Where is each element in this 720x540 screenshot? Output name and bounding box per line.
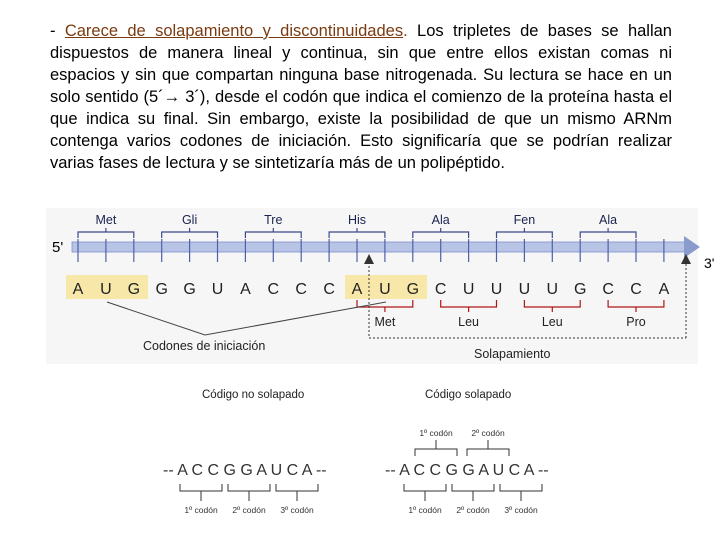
- base-letter: U: [490, 281, 503, 298]
- base-letter: G: [406, 281, 420, 298]
- base-letter: U: [100, 281, 112, 298]
- overlapped-codon-2: 2º codón: [456, 505, 490, 515]
- base-letter: U: [211, 281, 224, 298]
- paragraph-body: Los tripletes de bases se hallan dispuestos de manera lineal y continua, sin que entre ellos existan comas ni espacios y sin que compartan ninguna base nitrogenada. Su lectura se hace en un solo sentido (5´→ 3´), desde el codón que indica el comienzo de la proteína hasta el que indica su final. Sin embargo, existe la posibilidad de que un mismo ARNm contenga varios codones de iniciación. Esto significaría que se podrían realizar varias fases de lectura y se sintetizaría más de un polipéptido.: [50, 22, 672, 172]
- overlap-label: Solapamiento: [474, 347, 551, 361]
- base-letter: A: [72, 281, 84, 298]
- upper-amino-acid-label: Ala: [599, 213, 618, 227]
- lower-amino-acid-label: Leu: [458, 315, 480, 329]
- non-overlapped-brackets: [180, 484, 318, 491]
- base-letter: U: [518, 281, 531, 298]
- base-letter: A: [658, 281, 670, 298]
- base-letter: C: [434, 281, 447, 298]
- five-prime-label: 5': [52, 239, 64, 256]
- lower-amino-acid-label: Leu: [541, 315, 563, 329]
- non-overlapped-codon-3: 3º codón: [280, 505, 314, 515]
- three-prime-label: 3': [704, 255, 715, 271]
- non-overlapped-codon-2: 2º codón: [232, 505, 266, 515]
- upper-amino-acid-label: Met: [95, 213, 117, 227]
- overlapped-codon-3: 3º codón: [504, 505, 538, 515]
- upper-amino-acid-label: Ala: [431, 213, 450, 227]
- overlapped-code: [385, 389, 549, 515]
- non-overlapped-title: Código no solapado: [202, 389, 305, 401]
- overlapped-brackets: [404, 484, 542, 491]
- overlapped-top-codon-1: 1º codón: [419, 428, 453, 438]
- lead-dash: -: [50, 22, 65, 40]
- lower-amino-acid-label: Pro: [626, 315, 646, 329]
- overlapped-codon-1: 1º codón: [408, 505, 442, 515]
- upper-amino-acid-label: His: [347, 213, 367, 227]
- upper-amino-acid-label: Gli: [181, 213, 198, 227]
- base-letter: G: [155, 281, 168, 298]
- base-letter: U: [546, 281, 559, 298]
- base-letter: G: [183, 281, 196, 298]
- overlapped-sequence: -- A C C G G A U C A --: [385, 462, 549, 479]
- base-letter: A: [240, 281, 251, 298]
- base-letter: G: [127, 281, 141, 298]
- base-letter: C: [323, 281, 335, 298]
- mrna-backbone: [72, 242, 686, 252]
- base-letter: A: [351, 281, 363, 298]
- lower-amino-acid-label: Met: [374, 315, 396, 329]
- initiation-label: Codones de iniciación: [143, 339, 266, 353]
- base-letter: C: [602, 281, 614, 298]
- non-overlapped-code: [163, 389, 327, 515]
- base-letter: C: [630, 281, 642, 298]
- base-letter: U: [462, 281, 475, 298]
- upper-amino-acid-label: Fen: [513, 213, 536, 227]
- non-overlapped-sequence: -- A C C G G A U C A --: [163, 462, 327, 479]
- overlapped-title: Código solapado: [425, 389, 512, 401]
- lead-title-period: .: [403, 22, 408, 40]
- base-letter: G: [573, 281, 587, 298]
- overlapped-top-brackets: [415, 449, 509, 456]
- lead-title-text: Carece de solapamiento y discontinuidades: [64, 22, 404, 40]
- overlapped-top-codon-2: 2º codón: [471, 428, 505, 438]
- non-overlapped-codon-1: 1º codón: [184, 505, 218, 515]
- base-letter: U: [379, 281, 391, 298]
- base-letter: C: [295, 281, 307, 298]
- upper-amino-acid-label: Tre: [264, 213, 283, 227]
- base-letter: C: [267, 281, 280, 298]
